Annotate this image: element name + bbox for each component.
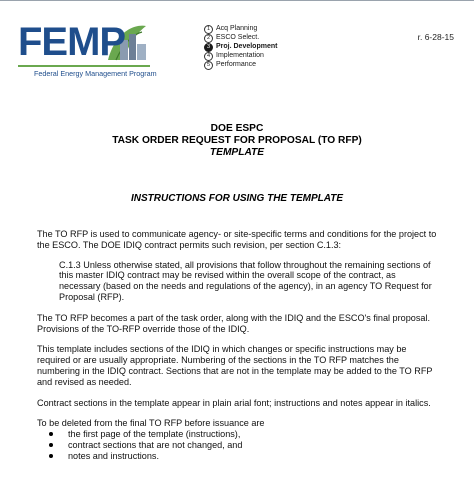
title-line-3: TEMPLATE <box>209 147 265 159</box>
title-line-2: TASK ORDER REQUEST FOR PROPOSAL (TO RFP) <box>112 135 362 147</box>
phase-label: Implementation <box>216 52 264 60</box>
paragraph-c13-quote: C.1.3 Unless otherwise stated, all provisions that follow throughout the remaining sections of this master IDIQ contract may be revised within the overall scope of the contract, as necessary (based on the needs and regulations of the agency), in an agency TO Request for Proposal (RFP). <box>59 259 432 302</box>
phase-proj-development <box>204 43 277 52</box>
phase-number-1: 1 <box>204 25 213 34</box>
phase-implementation <box>204 52 277 61</box>
revision-date: r. 6-28-15 <box>417 32 454 42</box>
paragraph-template-sections: This template includes sections of the IDIQ in which changes or specific instructions may be required or are usually appropriate. Numbering of the sections in the TO RFP matches the numbering in the IDIQ contract. Sections that are not in the template may be added to the TO RFP and revised as needed. <box>37 344 433 387</box>
phase-number-2: 2 <box>204 34 213 43</box>
top-border-line <box>0 0 474 1</box>
deletion-list <box>37 429 437 461</box>
phase-label: Acq Planning <box>216 25 258 33</box>
project-phase-list <box>204 25 277 70</box>
phase-performance <box>204 61 277 70</box>
phase-label: ESCO Select. <box>216 34 260 42</box>
femp-logo <box>8 10 158 78</box>
instructions-heading: INSTRUCTIONS FOR USING THE TEMPLATE <box>130 193 344 204</box>
phase-number-3: 3 <box>204 43 213 52</box>
paragraph-deletions: To be deleted from the final TO RFP before issuance are <box>37 418 265 429</box>
phase-acq-planning <box>204 25 277 34</box>
list-item: contract sections that are not changed, and <box>37 440 437 451</box>
logo-wordmark: FEMP <box>18 20 126 64</box>
paragraph-intro: The TO RFP is used to communicate agency- or site-specific terms and conditions for the project to the ESCO. The DOE IDIQ contract permits such revision, per section C.1.3: <box>37 229 437 250</box>
instructions-body <box>37 229 437 462</box>
phase-esco-select <box>204 34 277 43</box>
list-item: notes and instructions. <box>37 451 437 462</box>
phase-number-5: 5 <box>204 61 213 70</box>
list-item: the first page of the template (instructions), <box>37 429 437 440</box>
phase-label: Performance <box>216 61 257 69</box>
phase-label: Proj. Development <box>216 43 278 51</box>
logo-subtitle: Federal Energy Management Program <box>34 69 157 78</box>
document-title <box>0 123 474 160</box>
title-line-1: DOE ESPC <box>210 123 264 134</box>
paragraph-task-order: The TO RFP becomes a part of the task order, along with the IDIQ and the ESCO's final proposal. Provisions of the TO-RFP override those of the IDIQ. <box>37 312 430 334</box>
phase-number-4: 4 <box>204 52 213 61</box>
paragraph-font-conventions: Contract sections in the template appear in plain arial font; instructions and notes appear in italics. <box>37 397 431 408</box>
